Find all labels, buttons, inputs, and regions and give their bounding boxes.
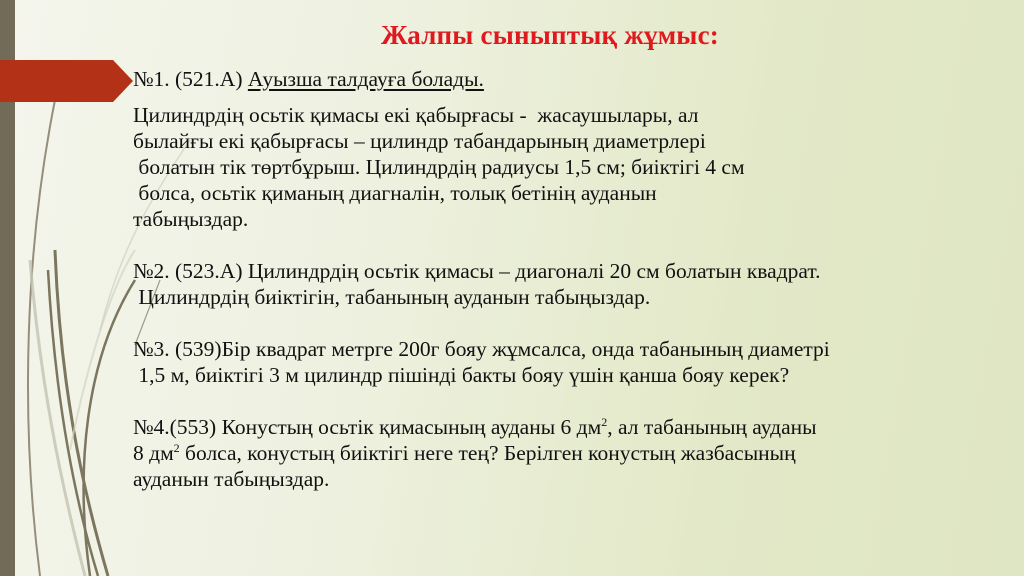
task-4-text: 8 дм: [133, 441, 174, 465]
task-1: [133, 66, 993, 232]
task-4-text: №4.(553) Конустың осьтік қимасының ауданы 6 дм: [133, 415, 602, 439]
task-4: [133, 414, 993, 492]
task-1-line: былайғы екі қабырғасы – цилиндр табандарының диаметрлері: [133, 129, 706, 153]
red-arrow-banner: [0, 0, 140, 110]
task-1-line: болатын тік төртбұрыш. Цилиндрдің радиусы 1,5 см; биіктігі 4 см: [133, 155, 745, 179]
superscript: 2: [601, 414, 608, 429]
task-2-line: Цилиндрдің биіктігін, табанының ауданын табыңыздар.: [133, 285, 651, 309]
slide-content: [133, 66, 993, 492]
task-3-line: 1,5 м, биіктігі 3 м цилиндр пішінді бакты бояу үшін қанша бояу керек?: [133, 363, 790, 387]
task-4-line: [133, 414, 993, 440]
task-4-line: [133, 440, 993, 466]
task-1-number: №1. (521.А): [133, 67, 248, 91]
task-4-text: болса, конустың биіктігі неге тең? Берілген конустың жазбасының: [179, 441, 796, 465]
task-3: [133, 336, 993, 388]
task-4-text: , ал табанының ауданы: [607, 415, 817, 439]
superscript: 2: [173, 440, 180, 455]
task-1-line: Цилиндрдің осьтік қимасы екі қабырғасы - жасаушылары, ал: [133, 103, 699, 127]
task-4-line: ауданын табыңыздар.: [133, 467, 330, 491]
task-3-line: №3. (539)Бір квадрат метрге 200г бояу жұмсалса, онда табанының диаметрі: [133, 337, 830, 361]
task-1-line: табыңыздар.: [133, 207, 249, 231]
task-1-note: Ауызша талдауға болады.: [247, 67, 484, 91]
slide-title: Жалпы сыныптық жұмыс:: [381, 20, 719, 50]
task-2-line: №2. (523.А) Цилиндрдің осьтік қимасы – диагоналі 20 см болатын квадрат.: [133, 259, 821, 283]
task-1-line: болса, осьтік қиманың диагналін, толық бетінің ауданын: [133, 181, 657, 205]
task-1-heading: [133, 66, 993, 92]
task-2: [133, 258, 993, 310]
